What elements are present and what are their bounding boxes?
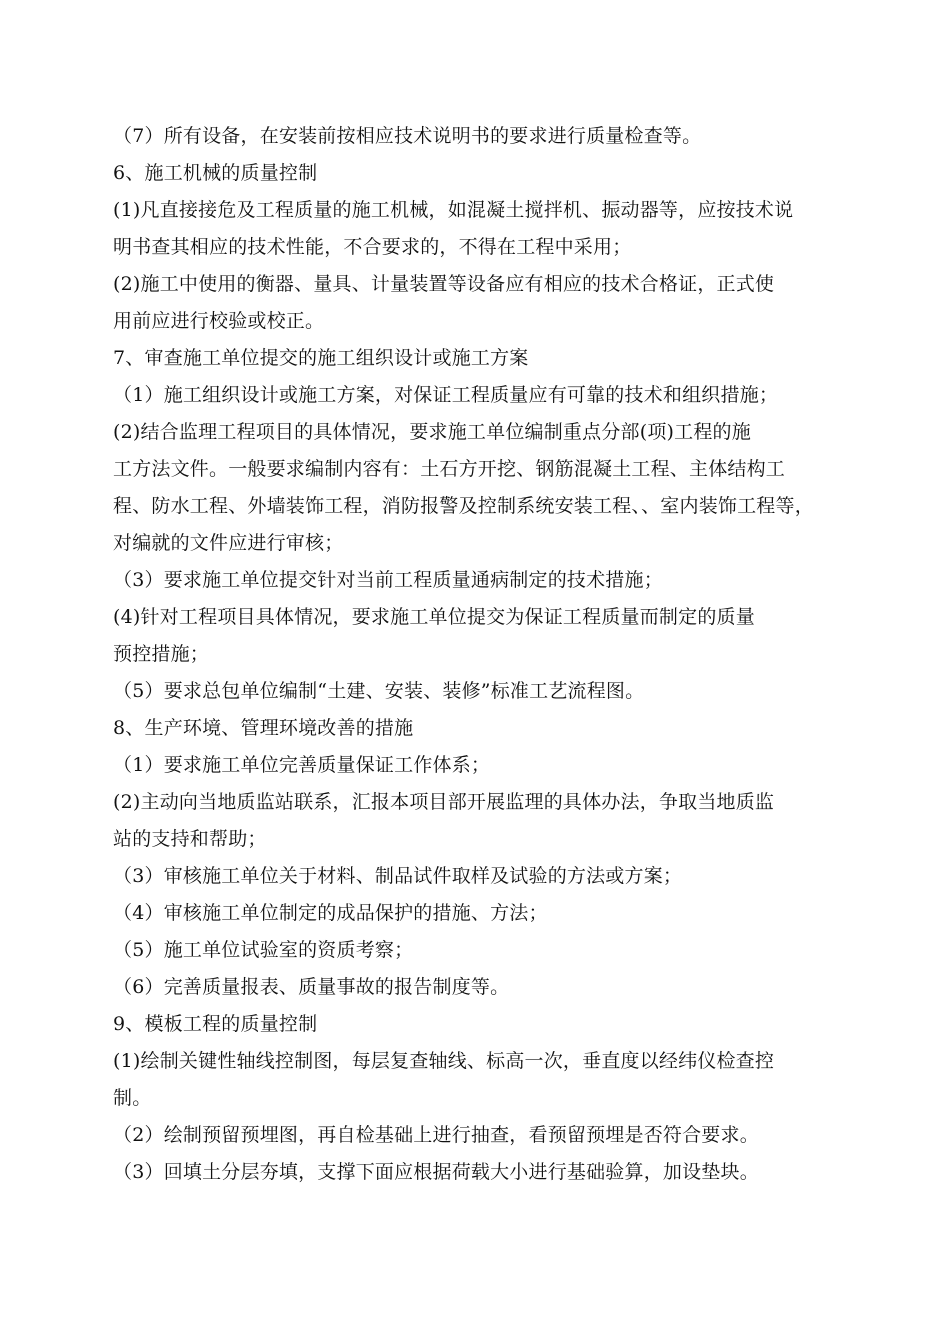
text-line-8-2a: (2)主动向当地质监站联系，汇报本项目部开展监理的具体办法，争取当地质监 <box>113 791 775 813</box>
text-line-7-2b: 工方法文件。一般要求编制内容有：土石方开挖、钢筋混凝土工程、主体结构工 <box>113 458 786 480</box>
text-line-6-1a: (1)凡直接接危及工程质量的施工机械，如混凝土搅拌机、振动器等，应按技术说 <box>113 199 794 221</box>
text-line-7-4a: (4)针对工程项目具体情况，要求施工单位提交为保证工程质量而制定的质量 <box>113 606 755 628</box>
text-line-9-2: （2）绘制预留预埋图，再自检基础上进行抽查，看预留预埋是否符合要求。 <box>113 1124 759 1146</box>
text-line-8-2b: 站的支持和帮助； <box>113 828 267 850</box>
section-heading-9: 9、模板工程的质量控制 <box>113 1013 318 1035</box>
text-line-6-1b: 明书查其相应的技术性能，不合要求的，不得在工程中采用； <box>113 236 632 258</box>
text-line-7-4b: 预控措施； <box>113 643 210 665</box>
text-line-7-2d: 对编就的文件应进行审核； <box>113 532 344 554</box>
text-line-9-1a: (1)绘制关键性轴线控制图，每层复查轴线、标高一次，垂直度以经纬仪检查控 <box>113 1050 775 1072</box>
text-line-8-6: （6）完善质量报表、质量事故的报告制度等。 <box>113 976 510 998</box>
text-line-8-4: （4）审核施工单位制定的成品保护的措施、方法； <box>113 902 548 924</box>
section-heading-6: 6、施工机械的质量控制 <box>113 162 318 184</box>
text-line-7-2a: (2)结合监理工程项目的具体情况，要求施工单位编制重点分部(项)工程的施 <box>113 421 751 443</box>
text-line-8-5: （5）施工单位试验室的资质考察； <box>113 939 414 961</box>
text-line-7-1: （1）施工组织设计或施工方案，对保证工程质量应有可靠的技术和组织措施； <box>113 384 779 406</box>
section-heading-8: 8、生产环境、管理环境改善的措施 <box>113 717 414 739</box>
text-line-8-1: （1）要求施工单位完善质量保证工作体系； <box>113 754 491 776</box>
text-line-7-2c: 程、防水工程、外墙装饰工程，消防报警及控制系统安装工程、、室内装饰工程等， <box>113 495 814 517</box>
text-line-9-3: （3）回填土分层夯填，支撑下面应根据荷载大小进行基础验算，加设垫块。 <box>113 1161 759 1183</box>
section-heading-7: 7、审查施工单位提交的施工组织设计或施工方案 <box>113 347 529 369</box>
text-line-equipment-7: （7）所有设备，在安装前按相应技术说明书的要求进行质量检查等。 <box>113 125 702 147</box>
document-body <box>113 118 883 1191</box>
text-line-7-3: （3）要求施工单位提交针对当前工程质量通病制定的技术措施； <box>113 569 663 591</box>
text-line-8-3: （3）审核施工单位关于材料、制品试件取样及试验的方法或方案； <box>113 865 683 887</box>
text-line-6-2a: (2)施工中使用的衡器、量具、计量装置等设备应有相应的技术合格证，正式使 <box>113 273 775 295</box>
text-line-9-1b: 制。 <box>113 1087 152 1109</box>
text-line-7-5: （5）要求总包单位编制“土建、安装、装修”标准工艺流程图。 <box>113 680 645 702</box>
text-line-6-2b: 用前应进行校验或校正。 <box>113 310 325 332</box>
